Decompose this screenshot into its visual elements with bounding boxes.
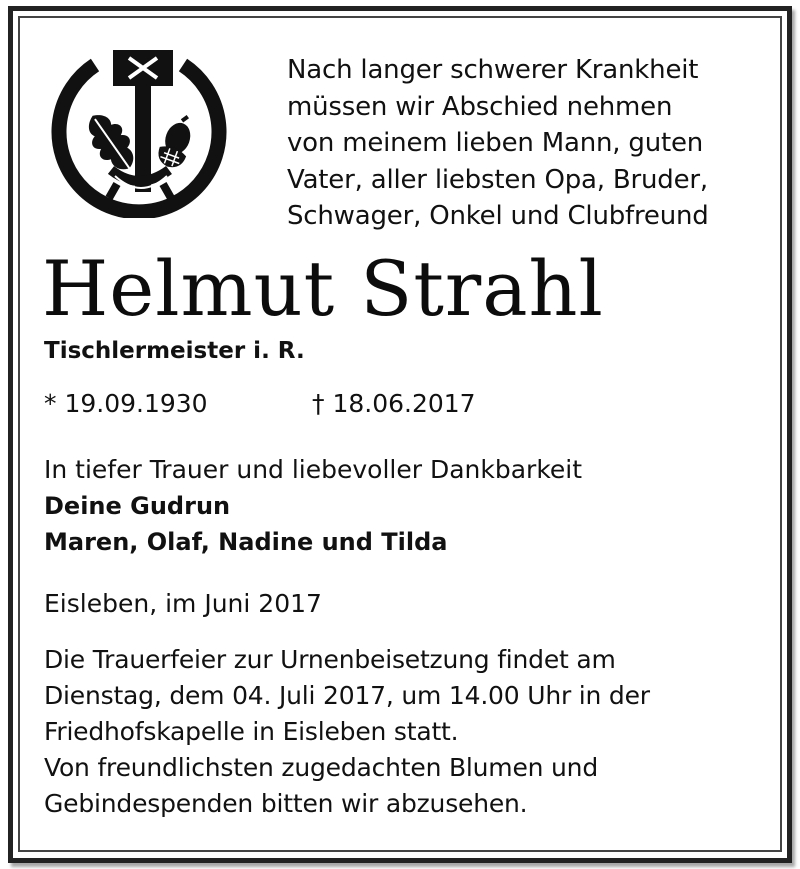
signer: Deine Gudrun [44, 492, 231, 520]
life-dates [44, 387, 476, 421]
notice-line: Von freundlichsten zugedachten Blumen und [44, 753, 598, 782]
birth-date: * 19.09.1930 [44, 389, 208, 418]
funeral-notice [44, 642, 764, 822]
notice-line: Gebindespenden bitten wir abzusehen. [44, 789, 528, 818]
intro-text [287, 52, 757, 235]
mourning-block [44, 452, 582, 560]
intro-line: von meinem lieben Mann, guten [287, 128, 704, 158]
death-date: † 18.06.2017 [312, 389, 476, 418]
hammer-oak-leaf-acorn-emblem-icon [51, 42, 227, 218]
intro-line: Vater, aller liebsten Opa, Bruder, [287, 164, 708, 195]
intro-line: Nach langer schwerer Krankheit [287, 55, 699, 85]
intro-line: Schwager, Onkel und Clubfreund [287, 201, 709, 231]
deceased-name: Helmut Strahl [42, 244, 604, 333]
profession: Tischlermeister i. R. [44, 338, 305, 364]
notice-line: Friedhofskapelle in Eisleben statt. [44, 717, 459, 746]
notice-line: Dienstag, dem 04. Juli 2017, um 14.00 Uhr in der [44, 681, 650, 710]
intro-line: müssen wir Abschied nehmen [287, 91, 673, 122]
place-date: Eisleben, im Juni 2017 [44, 589, 322, 618]
signer: Maren, Olaf, Nadine und Tilda [44, 528, 448, 556]
notice-line: Die Trauerfeier zur Urnenbeisetzung findet am [44, 645, 616, 674]
mourning-line: In tiefer Trauer und liebevoller Dankbarkeit [44, 455, 583, 484]
